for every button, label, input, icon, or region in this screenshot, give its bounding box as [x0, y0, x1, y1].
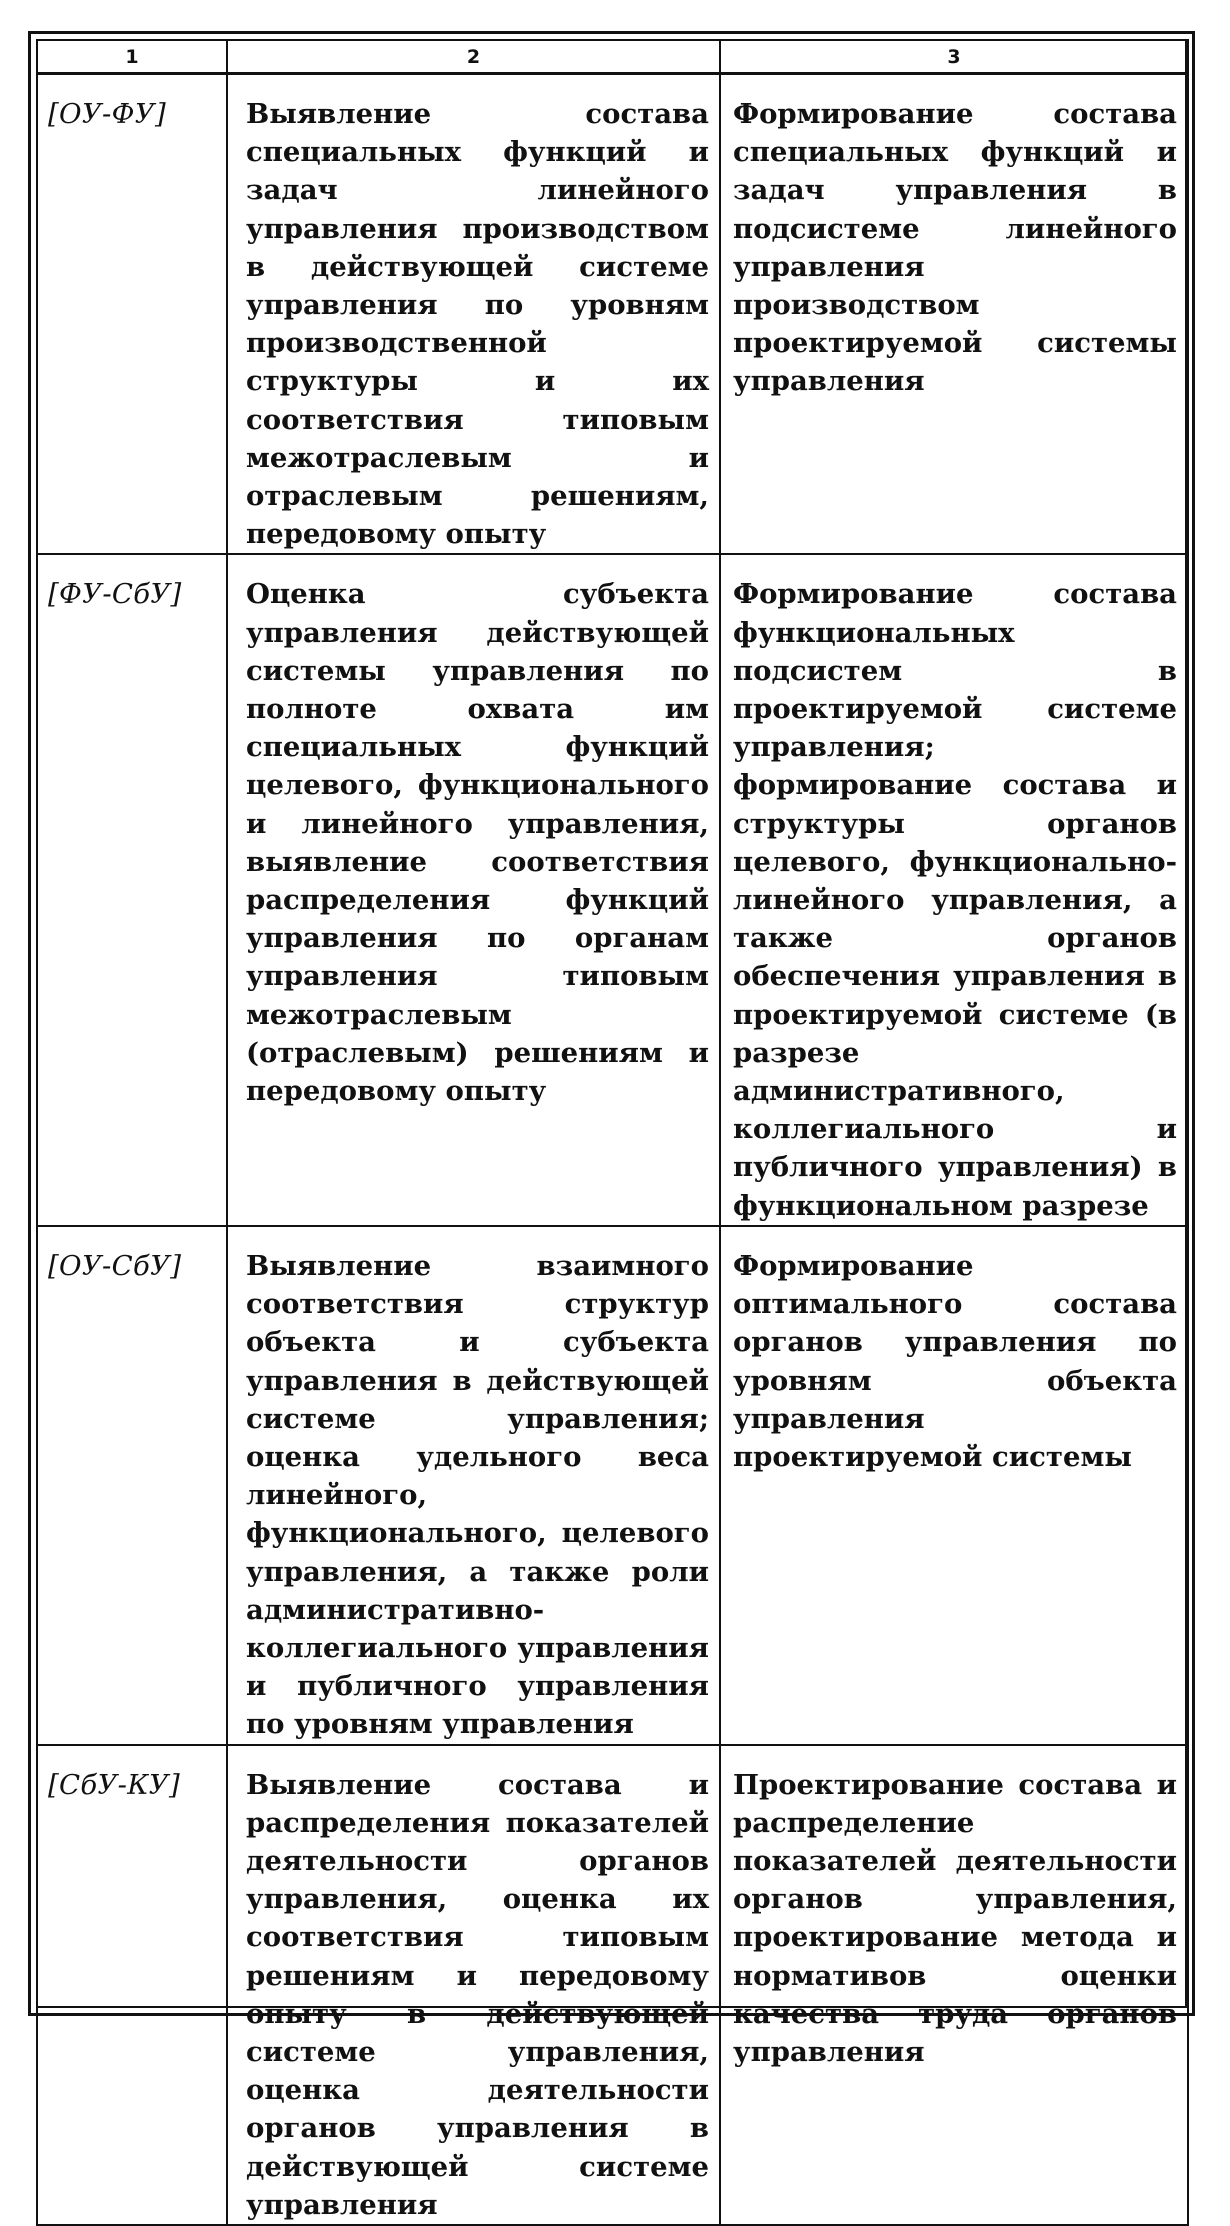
- row-analysis: Выявление состава и распределения показателей деятельности органов управления, оценка их соответствия типовым решениям и передовому опыту в действующей системе управления, оценка деятельности органов управления в действующей системе управления: [227, 1745, 720, 2225]
- row-code: [ОУ-ФУ]: [37, 74, 227, 555]
- table-row: [37, 74, 1188, 555]
- row-design: Формирование состава специальных функций и задач управления в подсистеме линейного управления производством проектируемой системы управления: [720, 74, 1188, 555]
- row-code: [ОУ-СбУ]: [37, 1226, 227, 1745]
- row-analysis: Выявление взаимного соответствия структур объекта и субъекта управления в действующей системе управления; оценка удельного веса линейного, функционального, целевого управления, а также роли административно-коллегиального управления и публичного управления по уровням управления: [227, 1226, 720, 1745]
- table-row: [37, 554, 1188, 1225]
- row-analysis: Оценка субъекта управления действующей системы управления по полноте охвата им специальных функций целевого, функционального и линейного управления, выявление соответствия распределения функций управления по органам управления типовым межотраслевым (отраслевым) решениям и передовому опыту: [227, 554, 720, 1225]
- row-design: Формирование состава функциональных подсистем в проектируемой системе управления; формирование состава и структуры органов целевого, функционально-линейного управления, а также органов обеспечения управления в проектируемой системе (в разрезе административного, коллегиального и публичного управления) в функциональном разрезе: [720, 554, 1188, 1225]
- header-col-1: 1: [37, 40, 227, 74]
- table-row: [37, 1226, 1188, 1745]
- row-analysis: Выявление состава специальных функций и задач линейного управления производством в действующей системе управления по уровням производственной структуры и их соответствия типовым межотраслевым и отраслевым решениям, передовому опыту: [227, 74, 720, 555]
- row-design: Формирование оптимального состава органов управления по уровням объекта управления проектируемой системы: [720, 1226, 1188, 1745]
- row-design: Проектирование состава и распределение показателей деятельности органов управления, проектирование метода и нормативов оценки качества труда органов управления: [720, 1745, 1188, 2225]
- header-row: [37, 40, 1188, 74]
- table-row: [37, 1745, 1188, 2225]
- row-code: [СбУ-КУ]: [37, 1745, 227, 2225]
- row-code: [ФУ-СбУ]: [37, 554, 227, 1225]
- comparison-table: [36, 39, 1189, 2226]
- header-col-2: 2: [227, 40, 720, 74]
- header-col-3: 3: [720, 40, 1188, 74]
